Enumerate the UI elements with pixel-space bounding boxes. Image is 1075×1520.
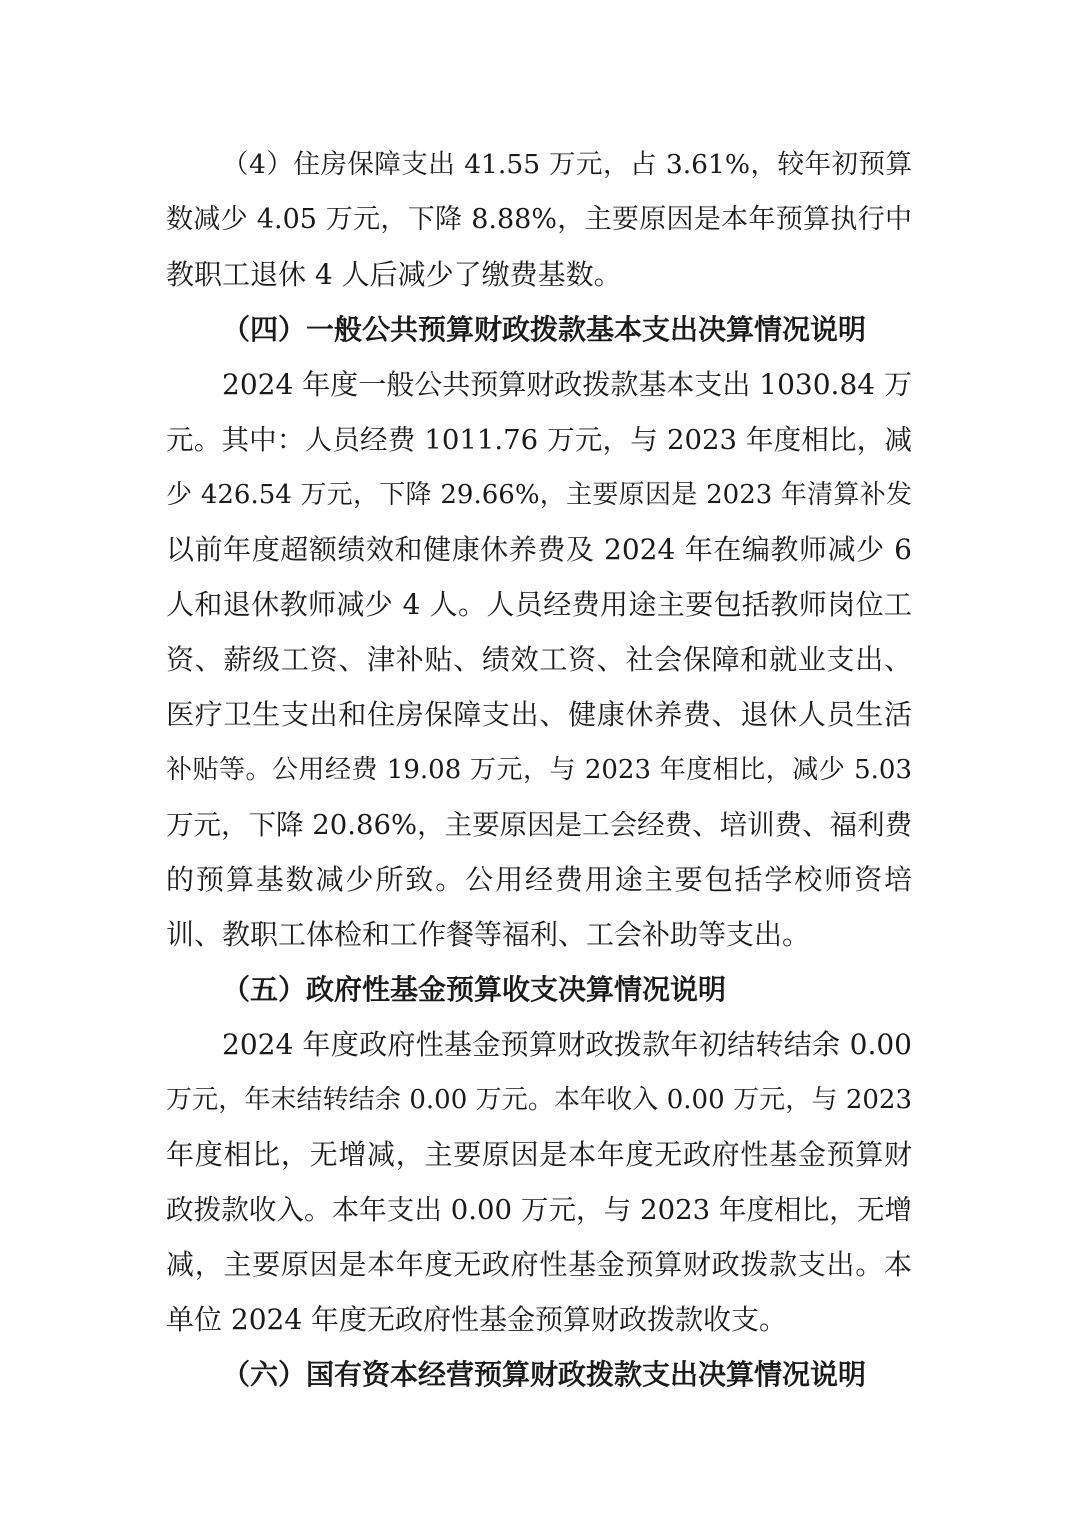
paragraph-fund-line: 2024 年度政府性基金预算财政拨款年初结转结余 0.00 bbox=[222, 1028, 912, 1061]
paragraph-fund-line: 政拨款收入。本年支出 0.00 万元，与 2023 年度相比，无增 bbox=[166, 1194, 912, 1226]
section-heading-6: （六）国有资本经营预算财政拨款支出决算情况说明 bbox=[222, 1358, 867, 1391]
paragraph-housing-line: （4）住房保障支出 41.55 万元，占 3.61%，较年初预算 bbox=[222, 149, 912, 180]
paragraph-fund-line: 年度相比，无增减，主要原因是本年度无政府性基金预算财 bbox=[166, 1138, 912, 1171]
paragraph-basic-line: 的预算基数减少所致。公用经费用途主要包括学校师资培 bbox=[166, 863, 912, 896]
paragraph-fund-line: 万元，年末结转结余 0.00 万元。本年收入 0.00 万元，与 2023 bbox=[166, 1085, 912, 1115]
section-heading-4: （四）一般公共预算财政拨款基本支出决算情况说明 bbox=[222, 313, 867, 346]
paragraph-basic-line: 万元，下降 20.86%，主要原因是工会经费、培训费、福利费 bbox=[166, 809, 913, 841]
paragraph-basic-line: 2024 年度一般公共预算财政拨款基本支出 1030.84 万 bbox=[222, 368, 912, 401]
paragraph-basic-line: 少 426.54 万元，下降 29.66%，主要原因是 2023 年清算补发 bbox=[166, 480, 912, 510]
paragraph-basic-line: 资、薪级工资、津补贴、绩效工资、社会保障和就业支出、 bbox=[166, 643, 912, 676]
paragraph-basic-line: 补贴等。公用经费 19.08 万元，与 2023 年度相比，减少 5.03 bbox=[166, 755, 912, 785]
paragraph-basic-line: 医疗卫生支出和住房保障支出、健康休养费、退休人员生活 bbox=[166, 698, 912, 731]
paragraph-basic-line: 人和退休教师减少 4 人。人员经费用途主要包括教师岗位工 bbox=[166, 588, 912, 621]
section-heading-5: （五）政府性基金预算收支决算情况说明 bbox=[222, 973, 727, 1006]
paragraph-housing-line: 教职工退休 4 人后减少了缴费基数。 bbox=[166, 258, 622, 291]
paragraph-basic-line: 元。其中：人员经费 1011.76 万元，与 2023 年度相比，减 bbox=[166, 424, 912, 456]
paragraph-housing-line: 数减少 4.05 万元，下降 8.88%，主要原因是本年预算执行中 bbox=[166, 204, 912, 235]
paragraph-basic-line: 训、教职工体检和工作餐等福利、工会补助等支出。 bbox=[166, 918, 811, 951]
paragraph-fund-line: 单位 2024 年度无政府性基金预算财政拨款收支。 bbox=[166, 1303, 788, 1336]
paragraph-basic-line: 以前年度超额绩效和健康休养费及 2024 年在编教师减少 6 bbox=[166, 533, 912, 566]
paragraph-fund-line: 减，主要原因是本年度无政府性基金预算财政拨款支出。本 bbox=[166, 1248, 912, 1281]
